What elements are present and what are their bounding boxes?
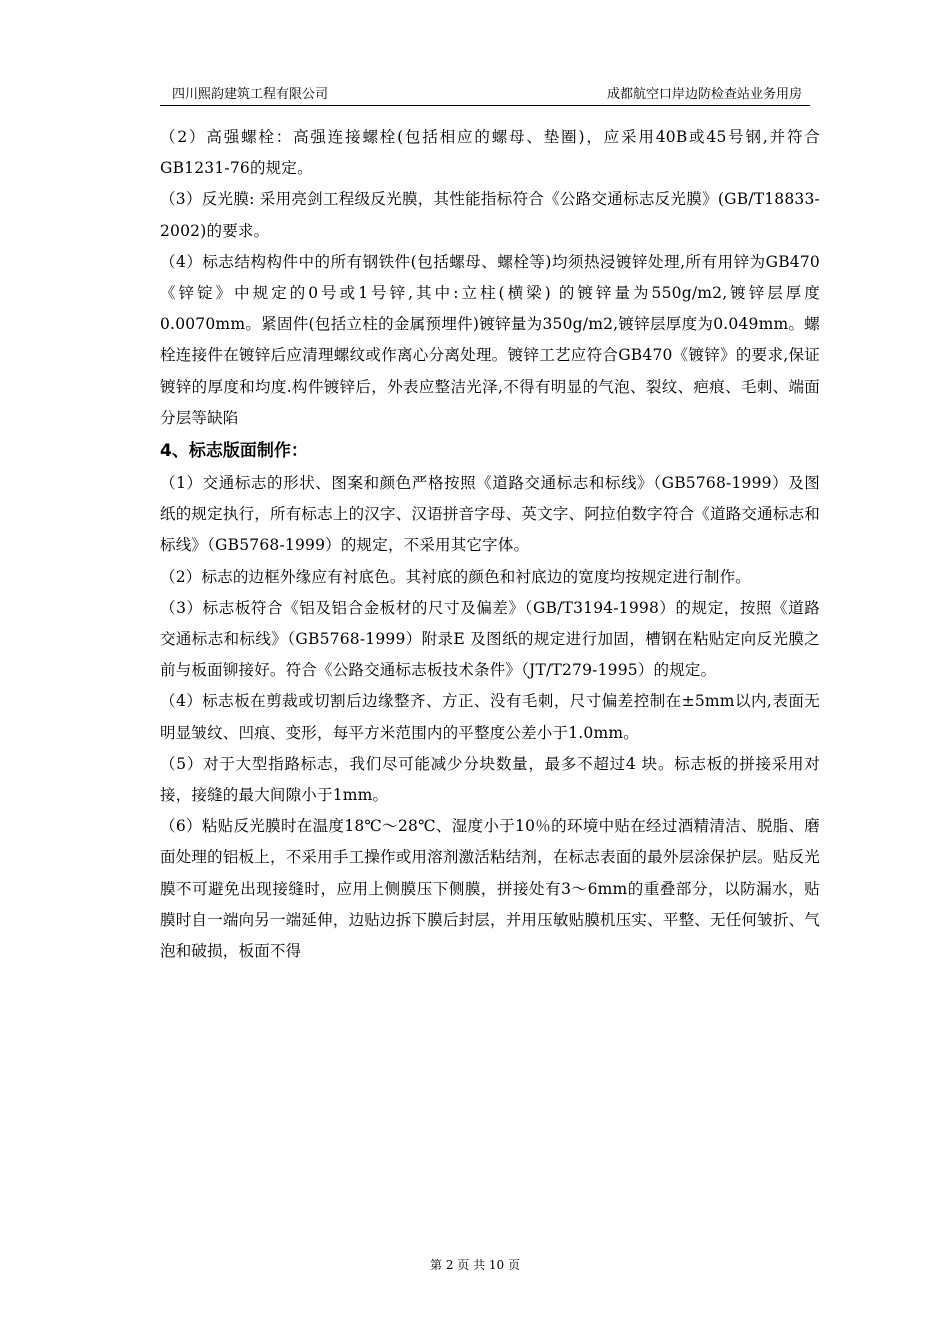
paragraph-galvanizing: （4）标志结构构件中的所有钢铁件(包括螺母、螺栓等)均须热浸镀锌处理,所有用锌为GB470《锌锭》中规定的0号或1号锌,其中:立柱(横梁) 的镀锌量为550g/m2,镀锌层厚度0.0070mm。紧固件(包括立柱的金属预埋件)镀锌量为350g/m2,镀锌层厚度为0.049mm。螺栓连接件在镀锌后应清理螺纹或作离心分离处理。镀锌工艺应符合GB470《镀锌》的要求,保证镀锌的厚度和均度.构件镀锌后，外表应整洁光泽,不得有明显的气泡、裂纹、疤痕、毛刺、端面分层等缺陷: [160, 252, 820, 427]
paragraph-border: （2）标志的边框外缘应有衬底色。其衬底的颜色和衬底边的宽度均按规定进行制作。: [160, 567, 751, 586]
section-heading: 4、标志版面制作：: [160, 441, 308, 462]
header-company: 四川熙韵建筑工程有限公司: [172, 87, 329, 102]
paragraph-sign-shape: （1）交通标志的形状、图案和颜色严格按照《道路交通标志和标线》（GB5768-1999）及图纸的规定执行，所有标志上的汉字、汉语拼音字母、英文字、阿拉伯数字符合《道路交通标志和标线》（GB5768-1999）的规定，不采用其它字体。: [160, 474, 820, 555]
paragraph-reflective-film: （3）反光膜: 采用亮剑工程级反光膜，其性能指标符合《公路交通标志反光膜》(GB/T18833-2002)的要求。: [160, 190, 820, 240]
paragraph-large-signs: （5）对于大型指路标志，我们尽可能减少分块数量，最多不超过4 块。标志板的拼接采用对接，接缝的最大间隙小于1mm。: [160, 754, 820, 805]
header-project: 成都航空口岸边防检查站业务用房: [606, 87, 802, 102]
page-header: [160, 85, 810, 106]
page-footer: 第 2 页 共 10 页: [430, 1258, 520, 1272]
paragraph-sign-board: （3）标志板符合《铝及铝合金板材的尺寸及偏差》（GB/T3194-1998）的规定，按照《道路交通标志和标线》（GB5768-1999）附录E 及图纸的规定进行加固，槽钢在粘贴定向反光膜之前与板面铆接好。符合《公路交通标志板技术条件》（JT/T279-1995）的规定。: [160, 598, 820, 680]
paragraph-bolts: （2）高强螺栓：高强连接螺栓(包括相应的螺母、垫圈)，应采用40B或45号钢,并符合GB1231-76的规定。: [160, 128, 820, 178]
document-body: [160, 122, 820, 967]
paragraph-cutting: （4）标志板在剪裁或切割后边缘整齐、方正、没有毛刺，尺寸偏差控制在±5mm以内,表面无明显皱纹、凹痕、变形，每平方米范围内的平整度公差小于1.0mm。: [160, 692, 820, 742]
paragraph-film-application: （6）粘贴反光膜时在温度18℃～28℃、湿度小于10％的环境中贴在经过酒精清洁、脱脂、磨面处理的铝板上，不采用手工操作或用溶剂激活粘结剂，在标志表面的最外层涂保护层。贴反光膜不可避免出现接缝时，应用上侧膜压下侧膜，拼接处有3～6mm的重叠部分，以防漏水，贴膜时自一端向另一端延伸，边贴边拆下膜后封层，并用压敏贴膜机压实、平整、无任何皱折、气泡和破损，板面不得: [160, 817, 820, 961]
